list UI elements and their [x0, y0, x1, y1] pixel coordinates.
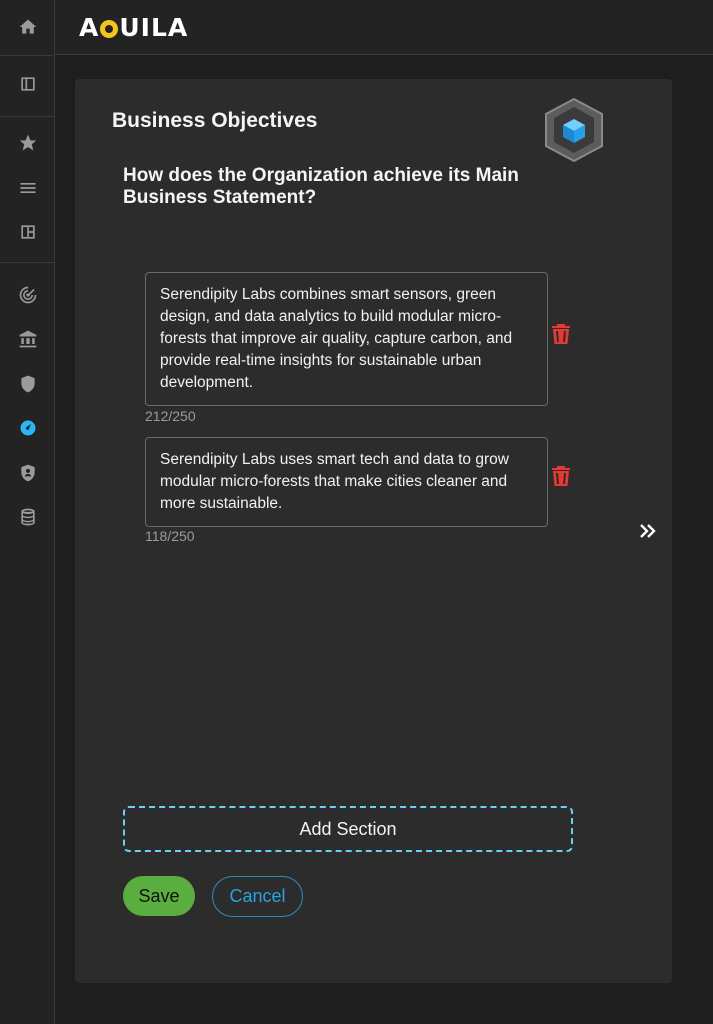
layout-icon[interactable]: [16, 220, 40, 244]
gauge-icon[interactable]: [16, 416, 40, 440]
logo-text-a: A: [79, 13, 100, 42]
panel-icon[interactable]: [16, 72, 40, 96]
objectives-card: [75, 79, 672, 983]
top-bar: [55, 0, 713, 55]
char-counter-1: 212/250: [145, 408, 196, 424]
cube-logo-icon: [543, 97, 605, 163]
sidebar: [0, 0, 55, 1024]
home-icon[interactable]: [16, 15, 40, 39]
aquila-logo[interactable]: [79, 13, 188, 42]
sidebar-divider: [0, 55, 55, 56]
shield-icon[interactable]: [16, 372, 40, 396]
bank-icon[interactable]: [16, 327, 40, 351]
objective-textarea-2[interactable]: Serendipity Labs uses smart tech and data to grow modular micro-forests that make cities cleaner and more sustainable.: [145, 437, 548, 527]
radar-icon[interactable]: [16, 283, 40, 307]
logo-q-icon: [100, 20, 118, 38]
card-title: Business Objectives: [112, 109, 318, 132]
add-section-button[interactable]: Add Section: [123, 806, 573, 852]
sidebar-divider: [0, 116, 55, 117]
logo-text-rest: UILA: [119, 13, 189, 42]
save-button[interactable]: Save: [123, 876, 195, 916]
sidebar-divider: [0, 262, 55, 263]
cancel-button[interactable]: Cancel: [212, 876, 303, 917]
delete-icon[interactable]: [551, 323, 571, 345]
database-icon[interactable]: [16, 505, 40, 529]
id-badge-icon[interactable]: [16, 461, 40, 485]
question-heading: How does the Organization achieve its Main Business Statement?: [123, 165, 519, 208]
objective-textarea-1[interactable]: Serendipity Labs combines smart sensors, green design, and data analytics to build modular micro-forests that improve air quality, capture carbon, and provide real-time insights for sustainable urban development.: [145, 272, 548, 406]
char-counter-2: 118/250: [145, 528, 195, 544]
delete-icon[interactable]: [551, 465, 571, 487]
chevrons-right-icon[interactable]: [637, 520, 659, 542]
menu-icon[interactable]: [16, 176, 40, 200]
star-icon[interactable]: [16, 131, 40, 155]
